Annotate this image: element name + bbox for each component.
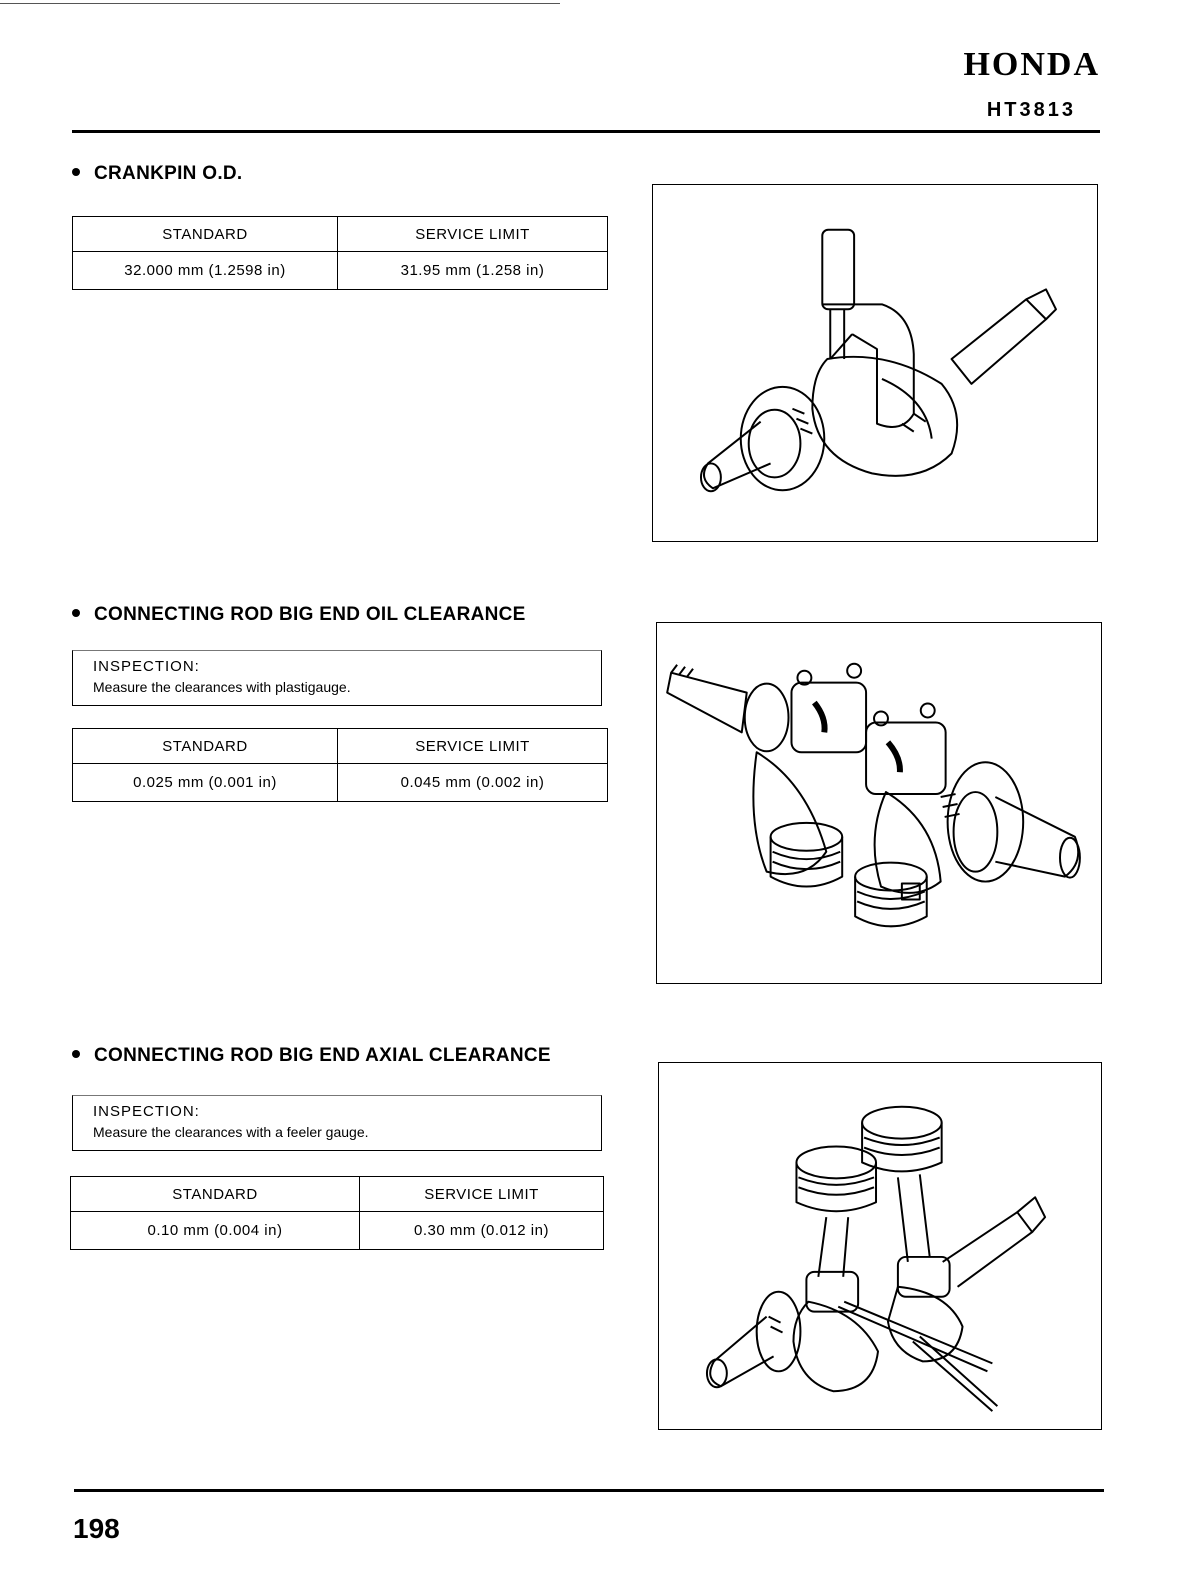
brand-logo: HONDA — [963, 46, 1100, 83]
inspection-label: INSPECTION: — [93, 1103, 200, 1120]
bullet-icon — [72, 609, 80, 617]
table-cell-standard: 32.000 mm (1.2598 in) — [73, 252, 338, 290]
section-title-text: CONNECTING ROD BIG END OIL CLEARANCE — [94, 604, 526, 625]
inspection-text: Measure the clearances with plastigauge. — [93, 679, 351, 695]
section-title-axial-clearance — [72, 1045, 551, 1067]
inspection-text: Measure the clearances with a feeler gauge. — [93, 1124, 369, 1140]
figure-axial-clearance — [658, 1062, 1102, 1430]
section-title-crankpin — [72, 163, 243, 185]
table-cell-standard: 0.025 mm (0.001 in) — [73, 764, 338, 802]
model-number: HT3813 — [986, 99, 1076, 121]
crankshaft-micrometer-illustration — [653, 185, 1097, 541]
table-cell-standard: 0.10 mm (0.004 in) — [71, 1212, 360, 1250]
spec-table-oil-clearance — [72, 728, 608, 802]
footer-rule — [74, 1489, 1104, 1492]
header-rule — [72, 130, 1100, 133]
section-title-text: CRANKPIN O.D. — [94, 163, 243, 184]
crankshaft-rods-illustration — [657, 623, 1101, 983]
figure-oil-clearance — [656, 622, 1102, 984]
inspection-box-axial — [72, 1095, 602, 1151]
section-title-oil-clearance — [72, 604, 526, 626]
table-header-service-limit: SERVICE LIMIT — [338, 217, 608, 252]
table-cell-service-limit: 0.045 mm (0.002 in) — [338, 764, 608, 802]
table-header-standard: STANDARD — [73, 729, 338, 764]
bullet-icon — [72, 168, 80, 176]
spec-table-crankpin — [72, 216, 608, 290]
spec-table-axial-clearance — [70, 1176, 604, 1250]
inspection-box-oil — [72, 650, 602, 706]
table-cell-service-limit: 0.30 mm (0.012 in) — [360, 1212, 604, 1250]
figure-crankpin-micrometer — [652, 184, 1098, 542]
table-header-standard: STANDARD — [71, 1177, 360, 1212]
section-title-text: CONNECTING ROD BIG END AXIAL CLEARANCE — [94, 1045, 551, 1066]
inspection-label: INSPECTION: — [93, 658, 200, 675]
table-cell-service-limit: 31.95 mm (1.258 in) — [338, 252, 608, 290]
crankshaft-feeler-gauge-illustration — [659, 1063, 1101, 1429]
table-header-service-limit: SERVICE LIMIT — [360, 1177, 604, 1212]
page-number: 198 — [73, 1513, 120, 1544]
bullet-icon — [72, 1050, 80, 1058]
table-header-standard: STANDARD — [73, 217, 338, 252]
top-hairline — [0, 3, 560, 4]
table-header-service-limit: SERVICE LIMIT — [338, 729, 608, 764]
